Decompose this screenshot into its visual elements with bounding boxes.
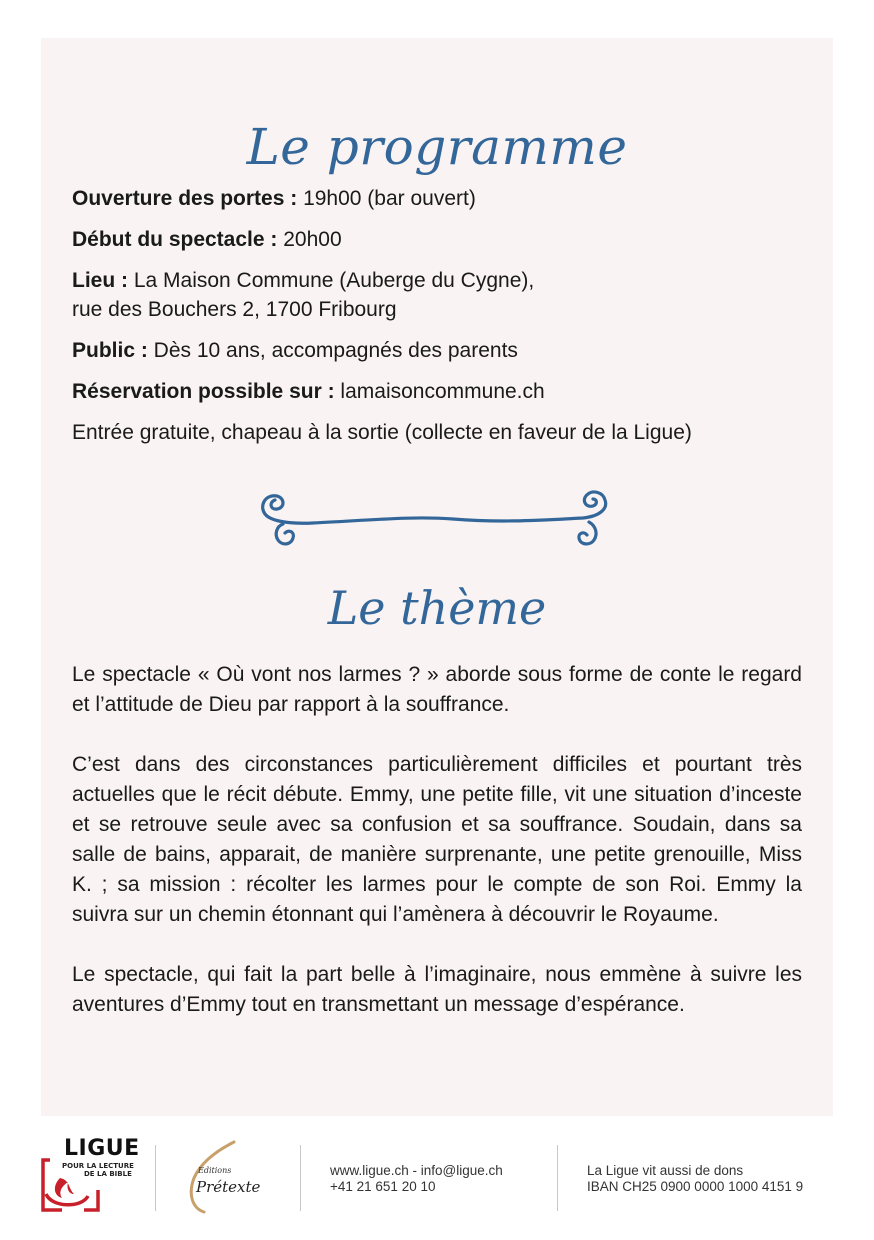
- item-value-line2: rue des Bouchers 2, 1700 Fribourg: [72, 298, 397, 321]
- footer: [0, 1130, 874, 1230]
- footer-separator: [155, 1145, 156, 1211]
- ligue-logo: [38, 1138, 138, 1218]
- ligue-logo-name: LIGUE: [64, 1136, 140, 1161]
- theme-paragraph: Le spectacle, qui fait la part belle à l’imaginaire, nous emmène à suivre les aventures d’Emmy tout en transmettant un message d’espérance.: [72, 963, 802, 1016]
- pretexte-logo-line2: Prétexte: [196, 1178, 261, 1196]
- item-label: Lieu :: [72, 269, 128, 292]
- contact-phone[interactable]: +41 21 651 20 10: [330, 1179, 436, 1194]
- donation-text: La Ligue vit aussi de dons: [587, 1163, 744, 1178]
- item-value: 20h00: [277, 228, 342, 251]
- contact-info: [330, 1163, 503, 1195]
- flourish-divider-icon: [253, 478, 613, 558]
- item-value: 19h00 (bar ouvert): [297, 187, 476, 210]
- pretexte-logo: [182, 1138, 282, 1218]
- programme-note: Entrée gratuite, chapeau à la sortie (collecte en faveur de la Ligue): [72, 421, 692, 444]
- theme-paragraph: C’est dans des circonstances particulièrement difficiles et pourtant très actuelles que le récit débute. Emmy, une petite fille, vit une situation d’inceste et se retrouve seule avec sa confusion et sa souffrance. Soudain, dans sa salle de bains, apparait, de manière surprenante, une petite grenouille, Miss K. ; sa mission : récolter les larmes pour le compte de son Roi. Emmy la suivra sur un chemin étonnant qui l’amènera à découvrir le Royaume.: [72, 753, 802, 926]
- reservation-link[interactable]: lamaisoncommune.ch: [334, 380, 545, 403]
- donation-info: [587, 1163, 803, 1195]
- footer-separator: [557, 1145, 558, 1211]
- item-value: Dès 10 ans, accompagnés des parents: [147, 339, 518, 362]
- programme-list: [72, 184, 832, 459]
- theme-title: Le thème: [327, 581, 547, 635]
- iban: IBAN CH25 0900 0000 1000 4151 9: [587, 1179, 804, 1194]
- programme-item: [72, 266, 832, 324]
- item-value: La Maison Commune (Auberge du Cygne),: [128, 269, 535, 292]
- content-panel: [41, 38, 833, 1116]
- item-label: Réservation possible sur :: [72, 380, 335, 403]
- ligue-logo-line1: POUR LA LECTURE: [62, 1162, 134, 1170]
- contact-web-email[interactable]: www.ligue.ch - info@ligue.ch: [330, 1163, 503, 1178]
- programme-item: [72, 225, 832, 254]
- item-label: Ouverture des portes :: [72, 187, 298, 210]
- programme-item: [72, 336, 832, 365]
- theme-paragraph: Le spectacle « Où vont nos larmes ? » aborde sous forme de conte le regard et l’attitude de Dieu par rapport à la souffrance.: [72, 663, 802, 716]
- item-label: Début du spectacle :: [72, 228, 278, 251]
- item-label: Public :: [72, 339, 148, 362]
- theme-text: [72, 660, 802, 1050]
- ligue-logo-line2: DE LA BIBLE: [84, 1170, 132, 1178]
- programme-item: [72, 377, 832, 406]
- programme-title: Le programme: [246, 118, 628, 176]
- footer-separator: [300, 1145, 301, 1211]
- pretexte-logo-line1: Editions: [198, 1166, 232, 1175]
- programme-item: [72, 184, 832, 213]
